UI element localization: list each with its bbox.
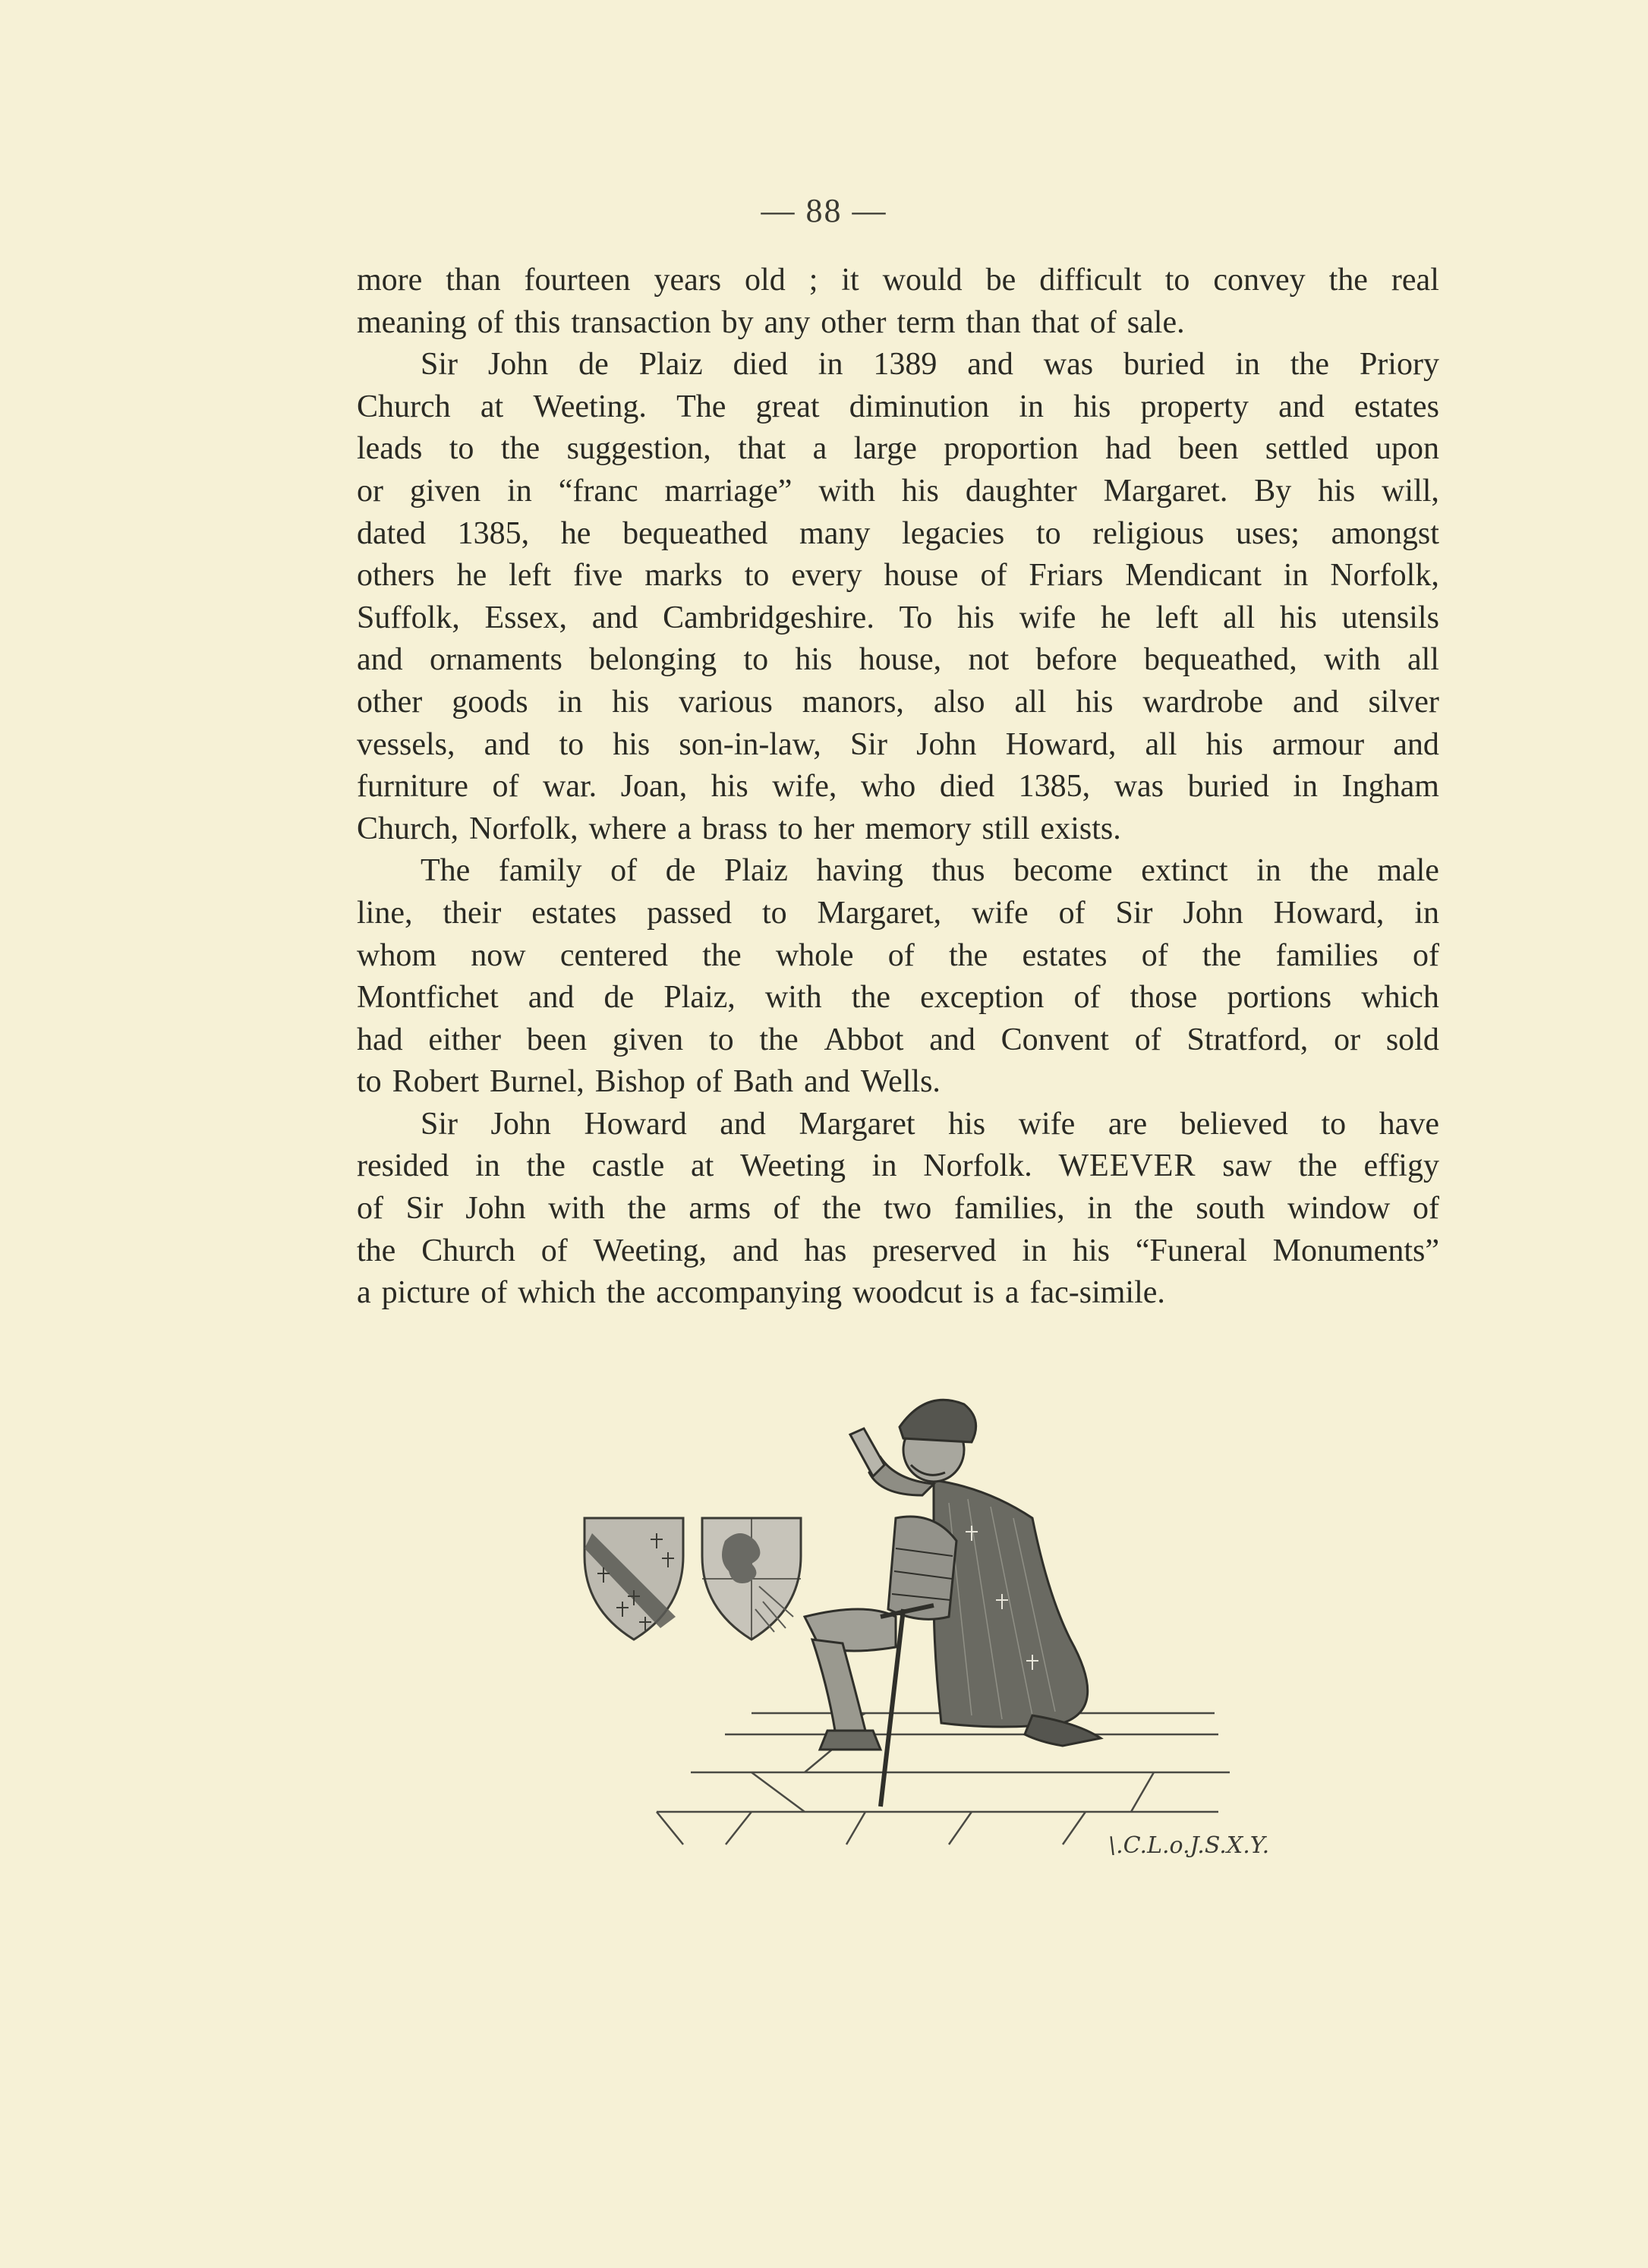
- text-line: other goods in his various manors, also all his wardrobe and silver: [357, 684, 1439, 720]
- text-line: furniture of war. Joan, his wife, who died 1385, was buried in Ingham: [357, 769, 1439, 805]
- floor-tiles: [657, 1713, 1230, 1844]
- text-line: and ornaments belonging to his house, not before bequeathed, with all: [357, 642, 1439, 678]
- text-line: Church at Weeting. The great diminution in his property and estates: [357, 389, 1439, 424]
- woodcut-illustration: [577, 1366, 1260, 1882]
- text-line: more than fourteen years old ; it would be difficult to convey the real: [357, 263, 1439, 298]
- text-line: had either been given to the Abbot and Convent of Stratford, or sold: [357, 1022, 1439, 1057]
- text-line: a picture of which the accompanying woodcut is a fac-simile.: [357, 1275, 1165, 1311]
- shield-right-icon: [702, 1518, 801, 1640]
- kneeling-knight-illustration: [805, 1400, 1101, 1807]
- text-line: The family of de Plaiz having thus become extinct in the male: [421, 853, 1439, 889]
- shield-left-icon: [585, 1518, 683, 1640]
- text-line: others he left five marks to every house of Friars Mendicant in Norfolk,: [357, 558, 1439, 594]
- text-line: Church, Norfolk, where a brass to her memory still exists.: [357, 811, 1121, 846]
- page-number: — 88 —: [761, 192, 887, 229]
- text-line: vessels, and to his son-in-law, Sir John Howard, all his armour and: [357, 726, 1439, 762]
- text-line: or given in “franc marriage” with his daughter Margaret. By his will,: [357, 473, 1439, 509]
- engraver-signature: \.C.L.o.J.S.X.Y.: [1108, 1832, 1270, 1859]
- body-text: [357, 260, 1439, 1315]
- woodcut-svg: [577, 1366, 1260, 1882]
- text-line: Montfichet and de Plaiz, with the exception of those portions which: [357, 980, 1439, 1016]
- text-line: Sir John Howard and Margaret his wife are believed to have: [421, 1106, 1439, 1142]
- text-line: Suffolk, Essex, and Cambridgeshire. To his wife he left all his utensils: [357, 600, 1439, 635]
- text-line: Sir John de Plaiz died in 1389 and was buried in the Priory: [421, 347, 1439, 383]
- text-line: leads to the suggestion, that a large proportion had been settled upon: [357, 431, 1439, 467]
- text-line: dated 1385, he bequeathed many legacies to religious uses; amongst: [357, 515, 1439, 551]
- text-line: of Sir John with the arms of the two families, in the south window of: [357, 1191, 1439, 1227]
- text-line: resided in the castle at Weeting in Norfolk. WEEVER saw the effigy: [357, 1148, 1439, 1184]
- text-line: to Robert Burnel, Bishop of Bath and Wells.: [357, 1064, 941, 1100]
- text-line: line, their estates passed to Margaret, wife of Sir John Howard, in: [357, 895, 1439, 931]
- text-line: the Church of Weeting, and has preserved in his “Funeral Monuments”: [357, 1233, 1439, 1268]
- text-line: meaning of this transaction by any other term than that of sale.: [357, 304, 1185, 340]
- text-line: whom now centered the whole of the estates of the families of: [357, 937, 1439, 973]
